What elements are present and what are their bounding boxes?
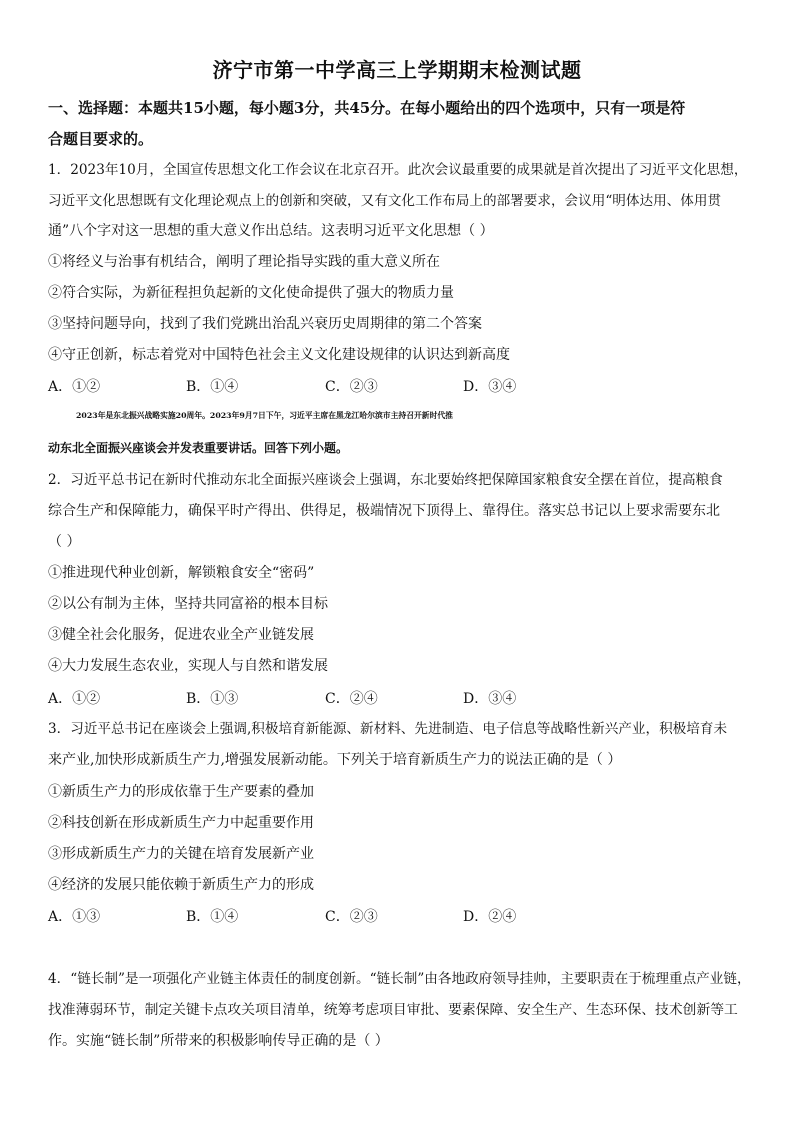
q3-item-1: ①新质生产力的形成依靠于生产要素的叠加 [48,784,314,800]
q1-item-3: ③坚持问题导向，找到了我们党跳出治乱兴衰历史周期律的第二个答案 [48,316,482,332]
q1-item-2: ②符合实际，为新征程担负起新的文化使命提供了强大的物质力量 [48,285,454,301]
q2-item-2: ②以公有制为主体，坚持共同富裕的根本目标 [48,596,328,612]
section-heading-line-1: 一、选择题：本题共15小题，每小题3分，共45分。在每小题给出的四个选项中，只有一项是符 [48,99,686,117]
material-line-2: 动东北全面振兴座谈会并发表重要讲话。回答下列小题。 [48,441,349,455]
q2-stem-line-2: 综合生产和保障能力，确保平时产得出、供得足，极端情况下顶得上、靠得住。落实总书记以上要求需要东北 [48,503,720,519]
q3-options [48,906,748,926]
q3-option-c[interactable]: C．②③ [325,909,378,925]
q2-option-a[interactable]: A．①② [48,691,101,707]
material-line-1: 2023年是东北振兴战略实施20周年。2023年9月7日下午，习近平主席在黑龙江哈尔滨市主持召开新时代推 [76,411,453,420]
exam-title: 济宁市第一中学高三上学期期末检测试题 [212,58,582,82]
q2-item-3: ③健全社会化服务，促进农业全产业链发展 [48,627,314,643]
q1-item-4: ④守正创新，标志着党对中国特色社会主义文化建设规律的认识达到新高度 [48,347,510,363]
q2-options [48,688,748,708]
q3-item-3: ③形成新质生产力的关键在培育发展新产业 [48,846,314,862]
q1-options [48,376,748,396]
q4-stem-line-2: 找准薄弱环节，制定关键卡点攻关项目清单，统筹考虑项目审批、要素保障、安全生产、生态环保、技术创新等工 [48,1002,738,1018]
q1-stem-line-3: 通”八个字对这一思想的重大意义作出总结。这表明习近平文化思想（ ） [48,223,494,239]
q2-stem-line-1: 2．习近平总书记在新时代推动东北全面振兴座谈会上强调，东北要始终把保障国家粮食安全摆在首位，提高粮食 [48,472,723,488]
q3-stem-line-2: 来产业,加快形成新质生产力,增强发展新动能。下列关于培育新质生产力的说法正确的是（ ） [48,752,622,768]
q2-stem-line-3: （ ） [48,534,81,550]
q3-option-a[interactable]: A．①③ [48,909,101,925]
q3-item-4: ④经济的发展只能依赖于新质生产力的形成 [48,877,314,893]
q1-option-c[interactable]: C．②③ [325,379,378,395]
q3-stem-line-1: 3．习近平总书记在座谈会上强调,积极培育新能源、新材料、先进制造、电子信息等战略性新兴产业，积极培育未 [48,721,728,737]
q1-option-d[interactable]: D．③④ [463,379,517,395]
q4-stem-line-1: 4．“链长制”是一项强化产业链主体责任的制度创新。“链长制”由各地政府领导挂帅，主要职责在于梳理重点产业链， [48,971,751,987]
q1-stem-line-1: 1．2023年10月，全国宣传思想文化工作会议在北京召开。此次会议最重要的成果就是首次提出了习近平文化思想， [48,162,748,178]
q1-stem-line-2: 习近平文化思想既有文化理论观点上的创新和突破，又有文化工作布局上的部署要求，会议用“明体达用、体用贯 [48,193,722,209]
q2-option-b[interactable]: B．①③ [186,691,239,707]
q2-item-1: ①推进现代种业创新，解锁粮食安全“密码” [48,565,315,581]
q2-item-4: ④大力发展生态农业，实现人与自然和谐发展 [48,658,328,674]
q3-option-d[interactable]: D．②④ [463,909,517,925]
q1-option-a[interactable]: A．①② [48,379,101,395]
q2-option-c[interactable]: C．②④ [325,691,378,707]
section-heading-line-2: 合题目要求的。 [48,130,154,148]
q3-option-b[interactable]: B．①④ [186,909,239,925]
q3-item-2: ②科技创新在形成新质生产力中起重要作用 [48,815,314,831]
q2-option-d[interactable]: D．③④ [463,691,517,707]
q1-option-b[interactable]: B．①④ [186,379,239,395]
q1-item-1: ①将经义与治事有机结合，阐明了理论指导实践的重大意义所在 [48,254,440,270]
q4-stem-line-3: 作。实施“链长制”所带来的积极影响传导正确的是（ ） [48,1033,389,1049]
